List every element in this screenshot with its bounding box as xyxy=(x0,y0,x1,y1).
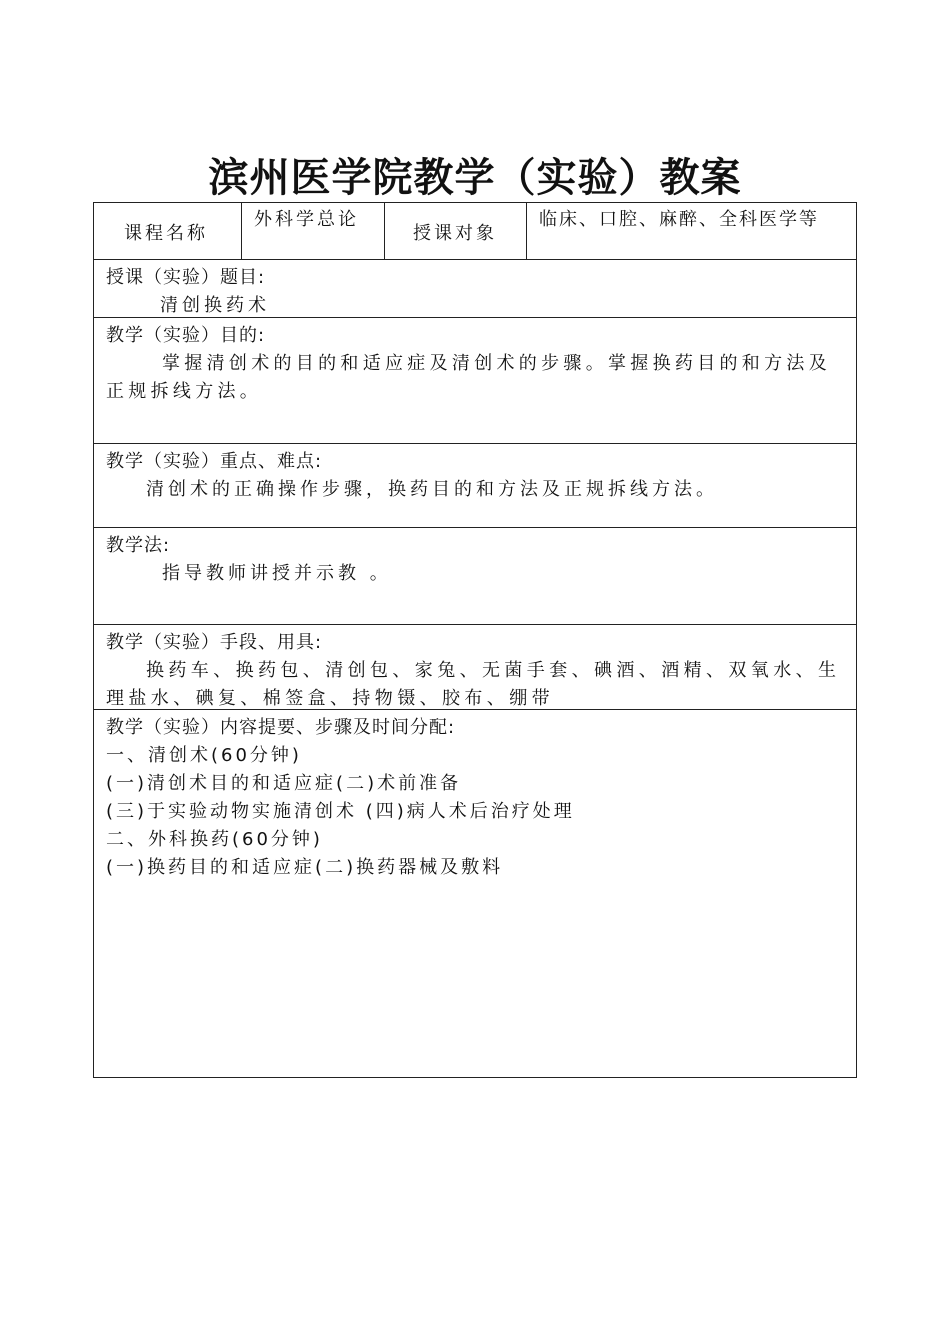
course-name-label: 课程名称 xyxy=(124,223,208,244)
content-line: 一、清创术(60分钟) xyxy=(106,745,302,766)
audience-label: 授课对象 xyxy=(413,223,497,244)
topic-section xyxy=(94,260,856,318)
content-line: (一)换药目的和适应症(二)换药器械及敷料 xyxy=(106,857,504,878)
method-section xyxy=(94,528,856,625)
purpose-section xyxy=(94,318,856,444)
purpose-value: 掌握清创术的目的和适应症及清创术的步骤。掌握换药目的和方法及正规拆线方法。 xyxy=(106,353,831,402)
course-name-value-cell xyxy=(242,203,385,259)
audience-label-cell xyxy=(385,203,527,259)
content-label: 教学（实验）内容提要、步骤及时间分配: xyxy=(106,717,456,738)
key-points-value: 清创术的正确操作步骤，换药目的和方法及正规拆线方法。 xyxy=(146,479,718,500)
method-label: 教学法: xyxy=(106,535,171,556)
key-points-label: 教学（实验）重点、难点: xyxy=(106,451,323,472)
tools-label: 教学（实验）手段、用具: xyxy=(106,632,323,653)
content-line: (一)清创术目的和适应症(二)术前准备 xyxy=(106,773,462,794)
content-section xyxy=(94,710,856,1077)
topic-value: 清创换药术 xyxy=(160,295,270,316)
audience-value-cell xyxy=(527,203,856,259)
header-row xyxy=(94,203,856,260)
content-line: (三)于实验动物实施清创术 (四)病人术后治疗处理 xyxy=(106,801,575,822)
method-value: 指导教师讲授并示教 。 xyxy=(162,563,392,584)
topic-label: 授课（实验）题目: xyxy=(106,267,266,288)
tools-section xyxy=(94,625,856,710)
purpose-label: 教学（实验）目的: xyxy=(106,325,266,346)
course-name-value: 外科学总论 xyxy=(254,209,359,230)
content-line: 二、外科换药(60分钟) xyxy=(106,829,323,850)
tools-value: 换药车、换药包、清创包、家兔、无菌手套、碘酒、酒精、双氧水、生理盐水、碘复、棉签盒、持物镊、胶布、绷带 xyxy=(106,660,841,709)
audience-value: 临床、口腔、麻醉、全科医学等 xyxy=(539,209,819,230)
lesson-plan-table xyxy=(93,202,857,1078)
course-name-label-cell xyxy=(94,203,242,259)
key-points-section xyxy=(94,444,856,528)
document-title: 滨州医学院教学（实验）教案 xyxy=(208,155,742,201)
